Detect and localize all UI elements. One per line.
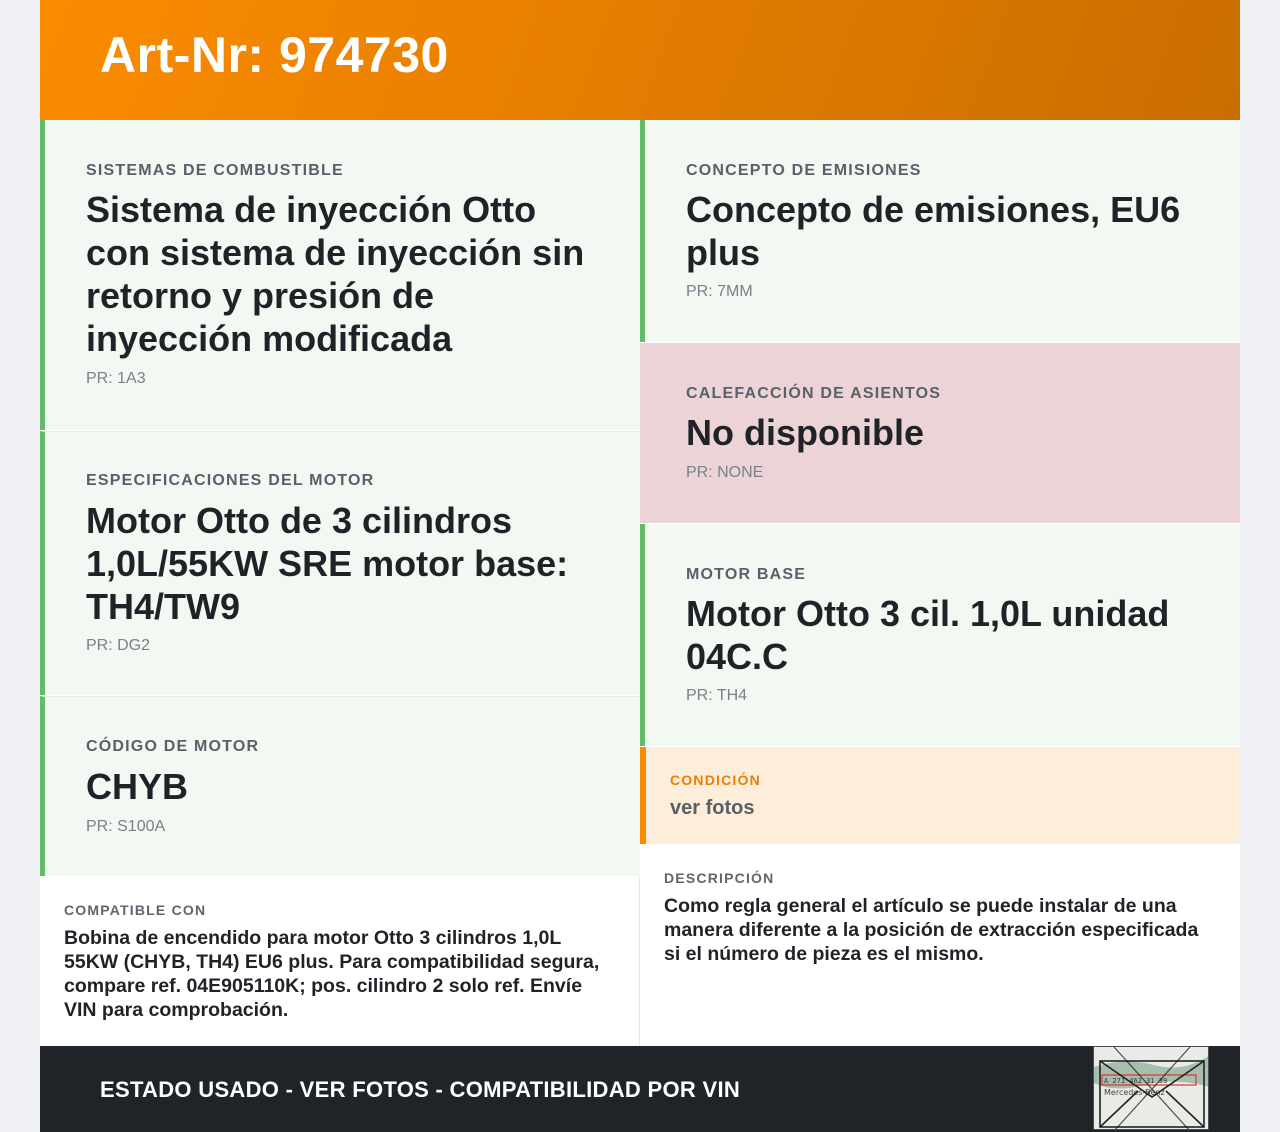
description-label: DESCRIPCIÓN [664,870,775,886]
compatible-text: Bobina de encendido para motor Otto 3 cilindros 1,0L 55KW (CHYB, TH4) EU6 plus. Para compatibilidad segura, compare ref. 04E905110K; pos. cilindro 2 solo ref. Envíe VIN para comprobación. [64,927,600,1021]
card-value: Motor Otto de 3 cilindros 1,0L/55KW SRE motor base: TH4/TW9 [86,500,569,627]
card-value: Motor Otto 3 cil. 1,0L unidad 04C.C [686,593,1170,677]
header-banner [40,0,1240,120]
envelope-photo-icon [1094,1047,1209,1130]
card-value: Concepto de emisiones, EU6 plus [686,189,1181,273]
card-value: No disponible [686,412,924,453]
card-label: CONCEPTO DE EMISIONES [686,162,922,179]
thumbnail-caption: Mercedes-Benz [1104,1088,1165,1097]
card-label: CÓDIGO DE MOTOR [86,738,260,755]
card-pr-code: PR: S100A [86,818,166,835]
card-pr-code: PR: DG2 [86,637,151,654]
condition-value: ver fotos [670,797,755,819]
card-fuel-system [40,120,640,430]
condition-box [640,747,1240,844]
card-label: ESPECIFICACIONES DEL MOTOR [86,472,375,489]
card-seat-heating [640,343,1240,523]
condition-label: CONDICIÓN [670,772,761,788]
description-text: Como regla general el artículo se puede instalar de una manera diferente a la posición de extracción especificada si el número de pieza es el mismo. [664,895,1199,965]
footer-bar [40,1046,1240,1132]
card-engine-specs [40,431,640,695]
card-pr-code: PR: TH4 [686,687,748,704]
card-engine-code [40,696,640,876]
compatible-section [64,902,604,1022]
card-label: MOTOR BASE [686,566,807,583]
footer-text: ESTADO USADO - VER FOTOS - COMPATIBILIDAD POR VIN [100,1077,741,1102]
card-value: Sistema de inyección Otto con sistema de inyección sin retorno y presión de inyección modificada [86,189,585,359]
card-base-engine [640,524,1240,746]
card-label: CALEFACCIÓN DE ASIENTOS [686,385,942,402]
card-pr-code: PR: NONE [686,464,764,481]
compatible-label: COMPATIBLE CON [64,902,207,918]
product-sheet [40,0,1240,1132]
product-thumbnail[interactable] [1093,1046,1209,1130]
card-pr-code: PR: 7MM [686,283,753,300]
article-number-title: Art-Nr: 974730 [100,27,449,83]
card-value: CHYB [86,766,189,807]
description-section [664,870,1214,966]
column-divider [639,877,640,1046]
thumbnail-code: A 271 462 31 39 [1104,1077,1168,1085]
card-emissions [640,120,1240,342]
card-label: SISTEMAS DE COMBUSTIBLE [86,162,344,179]
card-pr-code: PR: 1A3 [86,370,146,387]
